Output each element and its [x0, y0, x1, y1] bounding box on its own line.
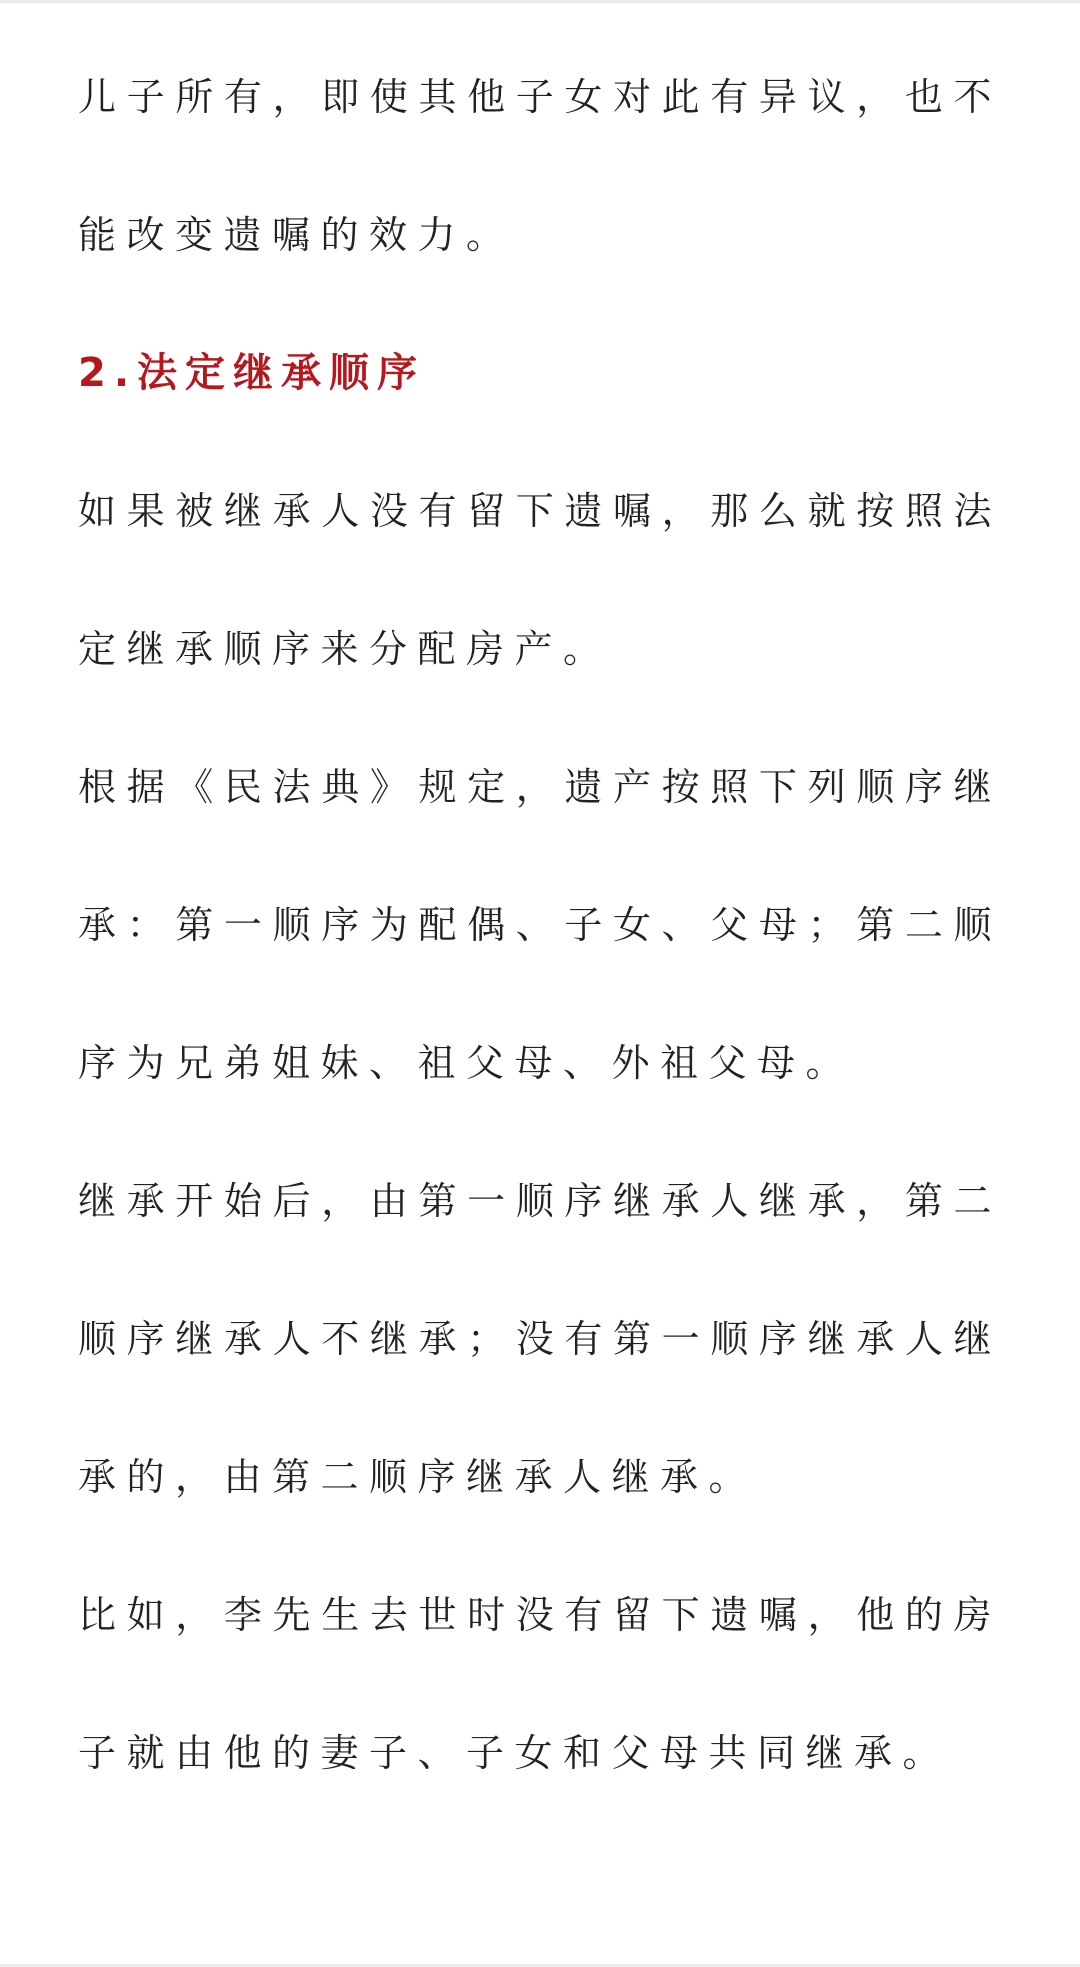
- paragraph-no-will: 如果被继承人没有留下遗嘱，那么就按照法定继承顺序来分配房产。: [78, 489, 1002, 671]
- paragraph-civil-code-order: 根据《民法典》规定，遗产按照下列顺序继承：第一顺序为配偶、子女、父母；第二顺序为兄弟姐妹、祖父母、外祖父母。: [78, 765, 1002, 1085]
- paragraph-will-effect: 儿子所有，即使其他子女对此有异议，也不能改变遗嘱的效力。: [78, 75, 1002, 257]
- section-heading-legal-succession: 2.法定继承顺序: [78, 350, 426, 396]
- top-divider: [0, 0, 1080, 3]
- paragraph-example: 比如，李先生去世时没有留下遗嘱，他的房子就由他的妻子、子女和父母共同继承。: [78, 1593, 1002, 1775]
- article-body: [78, 28, 1002, 1822]
- paragraph-succession-start: 继承开始后，由第一顺序继承人继承，第二顺序继承人不继承；没有第一顺序继承人继承的，由第二顺序继承人继承。: [78, 1179, 1002, 1499]
